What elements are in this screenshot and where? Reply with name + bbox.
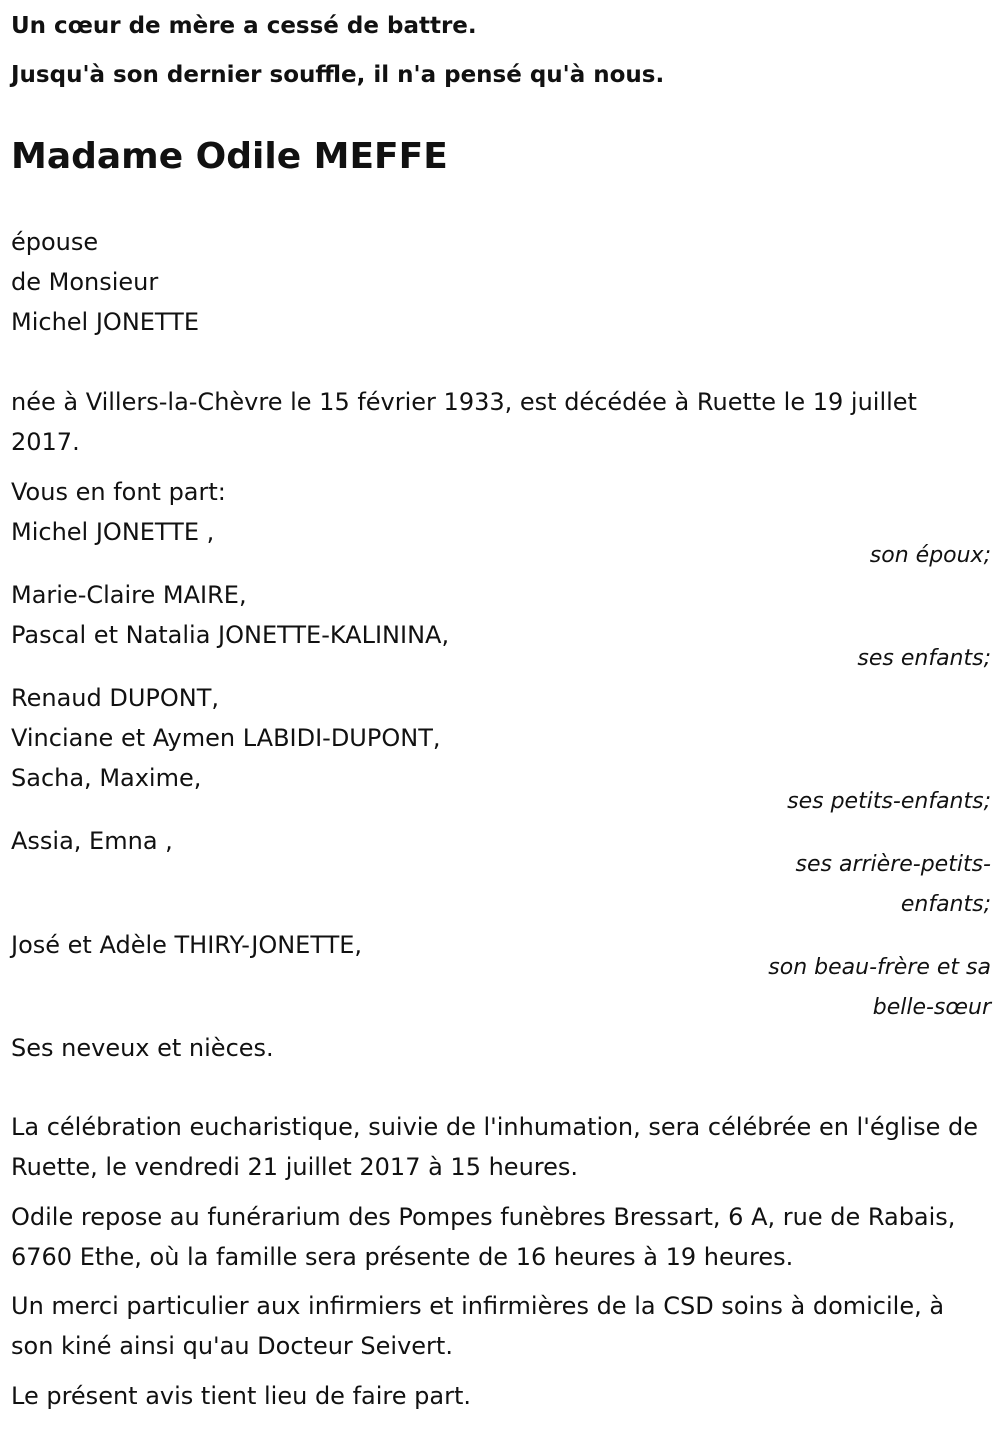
- funerarium-text: Odile repose au funérarium des Pompes funèbres Bressart, 6 A, rue de Rabais, 6760 Ethe, où la famille sera présente de 16 heures à 19 heures.: [11, 1203, 956, 1271]
- notice-text: Le présent avis tient lieu de faire part.: [11, 1382, 471, 1410]
- thanks-paragraph: [11, 1286, 991, 1366]
- family-role: ses enfants;: [857, 646, 991, 671]
- ceremony-paragraph: [11, 1107, 991, 1187]
- family-role-children: [11, 639, 991, 679]
- others-text: Ses neveux et nièces.: [11, 1034, 274, 1062]
- family-role-grandchildren: [11, 782, 991, 822]
- birth-death-paragraph: [11, 382, 991, 462]
- announcement-intro-text: Vous en font part:: [11, 478, 226, 506]
- family-name: Marie-Claire MAIRE,: [11, 581, 247, 609]
- family-role-great-grandchildren: [11, 845, 991, 925]
- family-name: Pascal et Natalia JONETTE-KALININA,: [11, 621, 450, 649]
- funerarium-paragraph: [11, 1197, 991, 1277]
- birth-death-text: née à Villers-la-Chèvre le 15 février 1933, est décédée à Ruette le 19 juillet 2017.: [11, 388, 917, 456]
- spouse-block: [11, 222, 991, 342]
- nephews-nieces: [11, 1028, 991, 1068]
- family-role-spouse: [11, 536, 991, 576]
- family-name: Assia, Emna ,: [11, 827, 173, 855]
- announcement-intro: [11, 472, 991, 512]
- family-group-grandchildren: [11, 678, 991, 798]
- deceased-name: Madame Odile MEFFE: [11, 136, 448, 177]
- family-name: Sacha, Maxime,: [11, 764, 202, 792]
- family-role: ses arrière-petits-enfants;: [795, 852, 991, 917]
- family-name: Vinciane et Aymen LABIDI-DUPONT,: [11, 724, 441, 752]
- family-role: son beau-frère et sa belle-sœur: [768, 955, 991, 1020]
- family-role: son époux;: [869, 543, 991, 568]
- header-line-1: Un cœur de mère a cessé de battre.: [11, 13, 477, 39]
- spouse-line: de Monsieur: [11, 268, 159, 296]
- header-line-2: Jusqu'à son dernier souffle, il n'a pensé qu'à nous.: [11, 62, 665, 88]
- family-name: Renaud DUPONT,: [11, 684, 220, 712]
- family-name: José et Adèle THIRY-JONETTE,: [11, 931, 363, 959]
- thanks-text: Un merci particulier aux infirmiers et infirmières de la CSD soins à domicile, à son kiné ainsi qu'au Docteur Seivert.: [11, 1292, 945, 1360]
- ceremony-text: La célébration eucharistique, suivie de l'inhumation, sera célébrée en l'église de Ruette, le vendredi 21 juillet 2017 à 15 heures.: [11, 1113, 979, 1181]
- family-role-in-laws: [11, 948, 991, 1028]
- spouse-line: épouse: [11, 228, 99, 256]
- spouse-line: Michel JONETTE: [11, 308, 199, 336]
- notice-paragraph: [11, 1376, 991, 1416]
- family-role: ses petits-enfants;: [787, 789, 991, 814]
- family-name: Michel JONETTE ,: [11, 518, 215, 546]
